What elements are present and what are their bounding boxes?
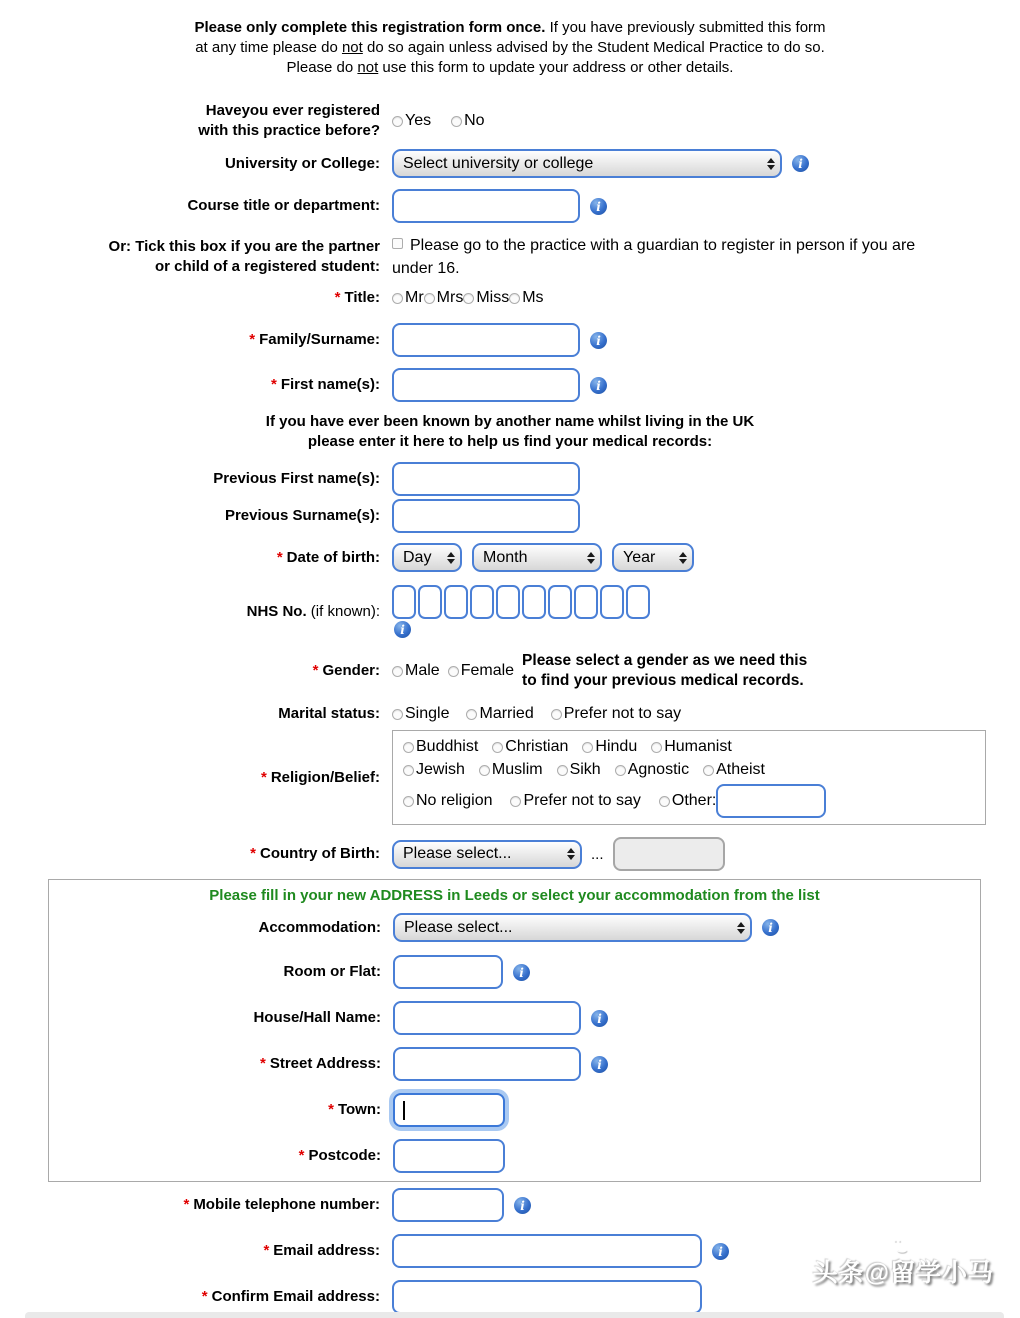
mobile-info-icon[interactable] bbox=[514, 1197, 531, 1214]
nhs-digit-input[interactable] bbox=[418, 585, 442, 619]
select-stepper-icon bbox=[767, 158, 775, 170]
registered-yes-radio[interactable] bbox=[392, 116, 403, 127]
university-info-icon[interactable] bbox=[792, 155, 809, 172]
title-miss-option[interactable]: Miss bbox=[463, 289, 509, 307]
first-names-input[interactable] bbox=[392, 368, 580, 402]
row-previous-first bbox=[0, 462, 1020, 496]
course-info-icon[interactable] bbox=[590, 198, 607, 215]
registered-before-label: Haveyou ever registered with this practice before? bbox=[198, 102, 380, 139]
religion-agnostic-radio[interactable] bbox=[615, 765, 626, 776]
row-first-names bbox=[0, 368, 1020, 402]
mobile-label: * Mobile telephone number: bbox=[183, 1196, 380, 1213]
first-names-label: * First name(s): bbox=[270, 376, 380, 393]
postcode-label: * Postcode: bbox=[298, 1147, 381, 1164]
marital-prefer-radio[interactable] bbox=[551, 709, 562, 720]
religion-prefer-radio[interactable] bbox=[510, 796, 521, 807]
row-family-surname bbox=[0, 323, 1020, 357]
watermark-doodle: ˙͜˙ bbox=[893, 1238, 902, 1253]
nhs-digit-input[interactable] bbox=[392, 585, 416, 619]
title-mrs-radio[interactable] bbox=[424, 293, 435, 304]
select-stepper-icon bbox=[567, 848, 575, 860]
town-label: * Town: bbox=[328, 1101, 381, 1118]
nhs-label: NHS No. (if known): bbox=[246, 602, 380, 620]
row-marital-status bbox=[0, 704, 1020, 724]
religion-christian-option[interactable]: Christian bbox=[492, 738, 568, 756]
room-label: Room or Flat: bbox=[283, 963, 381, 980]
marital-married-radio[interactable] bbox=[466, 709, 477, 720]
religion-none-radio[interactable] bbox=[403, 796, 414, 807]
country-select[interactable]: Please select... bbox=[392, 840, 582, 869]
family-surname-label: * Family/Surname: bbox=[249, 331, 380, 348]
marital-single-option[interactable]: Single bbox=[392, 705, 449, 723]
title-miss-radio[interactable] bbox=[463, 293, 474, 304]
gender-male-radio[interactable] bbox=[392, 666, 403, 677]
nhs-digit-input[interactable] bbox=[444, 585, 468, 619]
street-info-icon[interactable] bbox=[591, 1056, 608, 1073]
gender-female-radio[interactable] bbox=[448, 666, 459, 677]
select-stepper-icon bbox=[447, 552, 455, 564]
title-label: * Title: bbox=[334, 289, 380, 306]
row-gender bbox=[0, 651, 1020, 691]
religion-label: * Religion/Belief: bbox=[260, 768, 380, 786]
notice-line-2: at any time please do not do so again unless advised by the Student Medical Practice to do so. bbox=[195, 39, 825, 56]
religion-jewish-radio[interactable] bbox=[403, 765, 414, 776]
confirm-email-label: * Confirm Email address: bbox=[201, 1288, 380, 1305]
dob-year-select[interactable]: Year bbox=[612, 543, 694, 572]
marital-prefer-option[interactable]: Prefer not to say bbox=[551, 705, 681, 723]
first-names-info-icon[interactable] bbox=[590, 377, 607, 394]
gender-male-option[interactable]: Male bbox=[392, 662, 440, 680]
select-stepper-icon bbox=[737, 922, 745, 934]
form-notice bbox=[0, 0, 1020, 78]
row-room-or-flat bbox=[49, 955, 980, 989]
religion-agnostic-option[interactable]: Agnostic bbox=[615, 761, 689, 779]
religion-other-radio[interactable] bbox=[659, 796, 670, 807]
country-other-input-disabled bbox=[613, 837, 725, 871]
marital-single-radio[interactable] bbox=[392, 709, 403, 720]
religion-humanist-option[interactable]: Humanist bbox=[651, 738, 732, 756]
address-heading: Please fill in your new ADDRESS in Leeds or select your accommodation from the list bbox=[209, 887, 820, 904]
row-town bbox=[49, 1093, 980, 1127]
title-ms-radio[interactable] bbox=[509, 293, 520, 304]
room-input[interactable] bbox=[393, 955, 503, 989]
religion-buddhist-radio[interactable] bbox=[403, 742, 414, 753]
street-label: * Street Address: bbox=[260, 1055, 381, 1072]
town-input[interactable] bbox=[393, 1093, 505, 1127]
title-mr-radio[interactable] bbox=[392, 293, 403, 304]
religion-hindu-radio[interactable] bbox=[582, 742, 593, 753]
street-input[interactable] bbox=[393, 1047, 581, 1081]
accommodation-info-icon[interactable] bbox=[762, 919, 779, 936]
religion-atheist-radio[interactable] bbox=[703, 765, 714, 776]
dob-day-select[interactable]: Day bbox=[392, 543, 462, 572]
registered-no-option[interactable]: No bbox=[451, 112, 484, 130]
accommodation-select[interactable]: Please select... bbox=[393, 913, 752, 942]
watermark-text: 头条@留学小马 bbox=[812, 1259, 994, 1287]
nhs-digit-input[interactable] bbox=[496, 585, 520, 619]
dob-month-select[interactable]: Month bbox=[472, 543, 602, 572]
select-stepper-icon bbox=[679, 552, 687, 564]
notice-line-3: Please do not use this form to update your address or other details. bbox=[286, 59, 734, 76]
university-label: University or College: bbox=[224, 154, 380, 172]
title-mrs-option[interactable]: Mrs bbox=[424, 289, 464, 307]
family-surname-info-icon[interactable] bbox=[590, 332, 607, 349]
row-previous-surname bbox=[0, 499, 1020, 533]
religion-prefer-option[interactable]: Prefer not to say bbox=[510, 792, 640, 810]
row-registered-before bbox=[0, 101, 1020, 141]
nhs-digit-input[interactable] bbox=[522, 585, 546, 619]
row-course bbox=[0, 189, 1020, 223]
religion-jewish-option[interactable]: Jewish bbox=[403, 761, 465, 779]
partner-child-note: Please go to the practice with a guardian to register in person if you are under 16. bbox=[392, 237, 916, 277]
title-ms-option[interactable]: Ms bbox=[509, 289, 543, 307]
family-surname-input[interactable] bbox=[392, 323, 580, 357]
house-hall-label: House/Hall Name: bbox=[253, 1009, 381, 1026]
religion-humanist-radio[interactable] bbox=[651, 742, 662, 753]
confirm-email-input[interactable] bbox=[392, 1280, 702, 1314]
text-caret bbox=[403, 1101, 405, 1120]
row-street-address bbox=[49, 1047, 980, 1081]
country-label: * Country of Birth: bbox=[250, 845, 380, 862]
nhs-digit-input[interactable] bbox=[470, 585, 494, 619]
row-accommodation bbox=[49, 913, 980, 942]
row-university bbox=[0, 149, 1020, 178]
bottom-divider bbox=[25, 1312, 1004, 1318]
university-select[interactable] bbox=[392, 149, 782, 178]
row-partner-child bbox=[0, 234, 1020, 280]
email-info-icon[interactable] bbox=[712, 1243, 729, 1260]
dob-label: * Date of birth: bbox=[276, 548, 380, 566]
row-religion bbox=[0, 730, 1020, 825]
notice-line-1: Please only complete this registration form once. If you have previously submitted this form bbox=[194, 19, 826, 36]
row-mobile-number bbox=[0, 1188, 1020, 1222]
address-section bbox=[48, 879, 981, 1182]
house-hall-info-icon[interactable] bbox=[591, 1010, 608, 1027]
nhs-digit-input[interactable] bbox=[574, 585, 598, 619]
previous-first-label: Previous First name(s): bbox=[213, 470, 380, 487]
nhs-digit-boxes bbox=[392, 585, 1020, 619]
partner-child-label: Or: Tick this box if you are the partner or child of a registered student: bbox=[108, 238, 380, 275]
religion-other-input[interactable] bbox=[716, 784, 826, 818]
room-info-icon[interactable] bbox=[513, 964, 530, 981]
gender-female-option[interactable]: Female bbox=[448, 662, 514, 680]
known-by-note: If you have ever been known by another name whilst living in the UK please enter it here to help us find your medical records: bbox=[265, 413, 755, 450]
gender-label: * Gender: bbox=[312, 662, 380, 679]
nhs-digit-input[interactable] bbox=[548, 585, 572, 619]
registered-yes-option[interactable]: Yes bbox=[392, 112, 431, 130]
country-separator: ... bbox=[591, 845, 604, 863]
gender-note: Please select a gender as we need this to find your previous medical records. bbox=[522, 652, 808, 689]
row-house-hall bbox=[49, 1001, 980, 1035]
previous-surname-label: Previous Surname(s): bbox=[224, 507, 380, 524]
postcode-input[interactable] bbox=[393, 1139, 505, 1173]
religion-muslim-radio[interactable] bbox=[479, 765, 490, 776]
select-stepper-icon bbox=[587, 552, 595, 564]
email-label: * Email address: bbox=[263, 1242, 380, 1259]
previous-surname-input[interactable] bbox=[392, 499, 580, 533]
religion-atheist-option[interactable]: Atheist bbox=[703, 761, 765, 779]
partner-child-checkbox[interactable] bbox=[392, 238, 403, 249]
religion-sikh-radio[interactable] bbox=[557, 765, 568, 776]
row-title bbox=[0, 288, 1020, 308]
marital-status-label: Marital status: bbox=[278, 705, 380, 722]
mobile-input[interactable] bbox=[392, 1188, 504, 1222]
registered-no-radio[interactable] bbox=[451, 116, 462, 127]
religion-other-option[interactable]: Other: bbox=[659, 792, 716, 810]
religion-none-option[interactable]: No religion bbox=[403, 792, 492, 810]
accommodation-label: Accommodation: bbox=[258, 918, 381, 936]
religion-buddhist-option[interactable]: Buddhist bbox=[403, 738, 478, 756]
email-input[interactable] bbox=[392, 1234, 702, 1268]
course-label: Course title or department: bbox=[187, 197, 380, 214]
religion-christian-radio[interactable] bbox=[492, 742, 503, 753]
title-mr-option[interactable]: Mr bbox=[392, 289, 424, 307]
nhs-digit-input[interactable] bbox=[600, 585, 624, 619]
previous-first-input[interactable] bbox=[392, 462, 580, 496]
row-country-of-birth bbox=[0, 837, 1020, 871]
row-date-of-birth bbox=[0, 543, 1020, 572]
nhs-digit-input[interactable] bbox=[626, 585, 650, 619]
house-hall-input[interactable] bbox=[393, 1001, 581, 1035]
course-input[interactable] bbox=[392, 189, 580, 223]
marital-married-option[interactable]: Married bbox=[466, 705, 533, 723]
religion-muslim-option[interactable]: Muslim bbox=[479, 761, 543, 779]
religion-hindu-option[interactable]: Hindu bbox=[582, 738, 637, 756]
row-postcode bbox=[49, 1139, 980, 1173]
religion-sikh-option[interactable]: Sikh bbox=[557, 761, 601, 779]
row-nhs-number bbox=[0, 585, 1020, 638]
nhs-info-icon[interactable] bbox=[394, 621, 411, 638]
university-select-value: Select university or college bbox=[403, 154, 594, 172]
religion-options-box bbox=[392, 730, 986, 825]
